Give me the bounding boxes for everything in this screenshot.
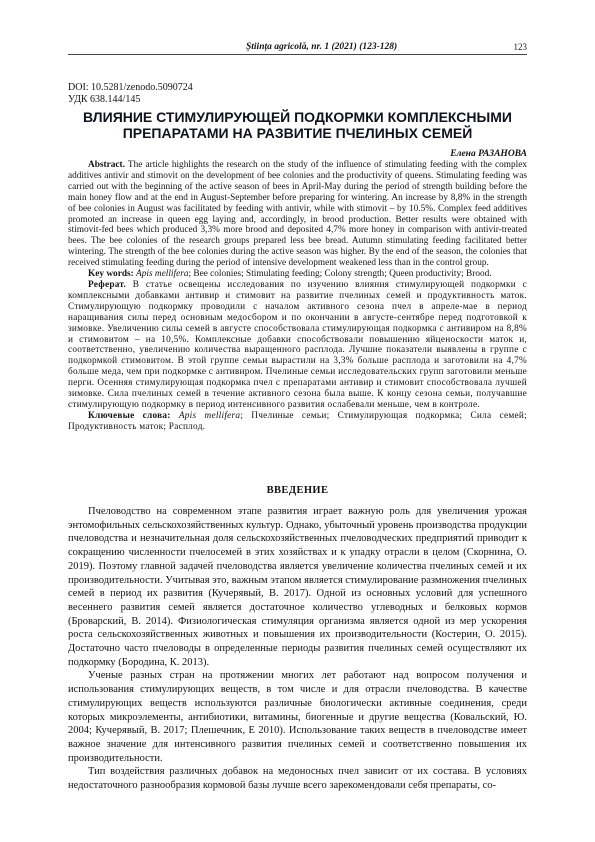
front-matter xyxy=(68,82,527,462)
keywords-en-species: Apis mellifera xyxy=(136,269,189,280)
keywords-en xyxy=(68,269,527,280)
keywords-en-label: Key words: xyxy=(88,269,134,280)
author-name: Елена РАЗАНОВА xyxy=(450,149,527,159)
running-header xyxy=(68,41,527,55)
section-heading-introduction: ВВЕДЕНИЕ xyxy=(266,485,329,496)
abstract-ru xyxy=(68,280,527,411)
intro-paragraph-3: Тип воздействия различных добавок на медоносных пчел зависит от их состава. В условиях недостаточного разнообразия кормовой базы лучше всего зарекомендовали себя препараты, со- xyxy=(68,766,527,792)
abstract-en-text: The article highlights the research on the study of the influence of stimulating feeding with the complex additives antivir and stimovit on the development of bee colonies and the productivity of queens. Stimulating feeding was carried out with the beginning of the active season of bees in April-May during the period of strength building before the main honey flow and at the end in August-September before preparing for wintering. An increase by 8,8% in the strength of bee colonies in August was facilitated by feeding with antivir, while with stimovit – by 10.5%. Complex feed additives promoted an increase in queen egg laying and, accordingly, in brood production. Better results were obtained with stimovit-fed bees which produced 3,3% more brood and deposited 4,7% more honey in comparison with antivir-treated bees. The bee colonies of the research groups prepared less bee bread. Autumn stimulating feeding facilitated better wintering. The strength of the bee colonies during the active season was higher. By the end of the season, the colonies that received stimulating feeding during the period of intensive development weakened less than in the control group. xyxy=(68,160,527,269)
intro-paragraph-2: Ученые разных стран на протяжении многих лет работают над вопросом получения и использования стимулирующих веществ, в том числе и для отрасли пчеловодства. В качестве стимулирующих веществ используются различные биологически активные соединения, среди которых микроэлементы, антибиотики, витамины, биогенные и другие вещества (Ковальский, Ю. 2004; Кучерявый, В. 2017; Плешечник, Е 2010). Использование таких веществ в пчеловодстве имеет важное значение для интенсивного развития пчелиных семей и соответственно повышения их производительности. xyxy=(68,670,527,764)
keywords-en-list: ; Bee colonies; Stimulating feeding; Colony strength; Queen productivity; Brood. xyxy=(188,269,492,280)
intro-paragraph-1: Пчеловодство на современном этапе развития играет важную роль для увеличения урожая энтомофильных сельскохозяйственных культур. Однако, убыточный уровень производства продукции пчеловодства и незначительная доля сельскохозяйственных пчеловодческих предприятий приводит к сокращению численности пчелосемей в этих хозяйствах и к упадку отрасли в целом (Скорнина, О. 2019). Поэтому главной задачей пчеловодства является увеличение количества пчелиных семей и их производительности. Учитывая это, важным этапом является стимулирование размножения пчелиных семей в период их развития (Кучерявый, В. 2017). Одной из основных условий для успешного весеннего развития семей является достаточное количество углеводных и белковых кормов (Броварский, В. 2014). Физиологическая стимуляция организма является одной из мер ускорения роста сельскохозяйственных животных и повышения их производительности (Костерин, О. 2015). Достаточно часто пчеловоды в определенные периоды развития пчелиных семей осуществляют их подкормку (Бородина, К. 2013). xyxy=(68,506,527,668)
article-body xyxy=(68,82,527,793)
doi: DOI: 10.5281/zenodo.5090724 xyxy=(68,82,193,93)
abstract-en xyxy=(68,160,527,269)
udc-code: УДК 638.144/145 xyxy=(68,94,141,105)
abstract-en-label: Abstract. xyxy=(88,160,125,170)
abstract-ru-label: Реферат. xyxy=(88,279,127,290)
abstract-ru-text: В статье освещены исследования по изучению влияния стимулирующей подкормки с комплексными добавками антивир и стимовит на развитие пчелиных семей и продуктивность маток. Стимулирующую подкормку проводили с началом активного сезона пчел в апреле-мае в период наращивания силы перед основным медосбором и по окончании в августе-сентябре перед подготовкой к зимовке. Увеличению силы семей в августе способствовала стимулирующая подкормка с антивиром на 8,8% и стимовитом – на 10,5%. Комплексные добавки способствовали повышению яйценоскости маток и, соответственно, увеличению количества выращенного расплода. Лучшие показатели выявлены в группе с подкормкой стимовитом. В этой группе семьи вырастили на 3,3% больше расплода и заготовили на 4,7% больше меда, чем при подкормке с антивиром. Пчелиные семьи исследовательских групп заготовили меньше перги. Осенняя стимулирующая подкормка пчел с препаратами антивир и стимовит способствовала лучшей зимовке. Сила пчелиных семей в течение активного сезона была выше. К концу сезона семьи, получавшие стимулирующую подкормку в период интенсивного развития ослабевали меньше, чем в контроле. xyxy=(68,279,528,410)
journal-citation: Știința agricolă, nr. 1 (2021) (123-128) xyxy=(246,42,398,52)
keywords-ru-species: Apis mellifera xyxy=(178,410,241,421)
article-title: ВЛИЯНИЕ СТИМУЛИРУЮЩЕЙ ПОДКОРМКИ КОМПЛЕКСНЫМИ ПРЕПАРАТАМИ НА РАЗВИТИЕ ПЧЕЛИНЫХ СЕМЕЙ xyxy=(83,109,512,141)
keywords-ru-label: Ключевые слова: xyxy=(88,410,171,421)
keywords-ru xyxy=(68,411,527,433)
page-number: 123 xyxy=(513,42,527,52)
keywords-ru-list: ; Пчелиные семьи; Стимулирующая подкормка; Сила семей; Продуктивность маток; Расплод. xyxy=(68,410,527,432)
